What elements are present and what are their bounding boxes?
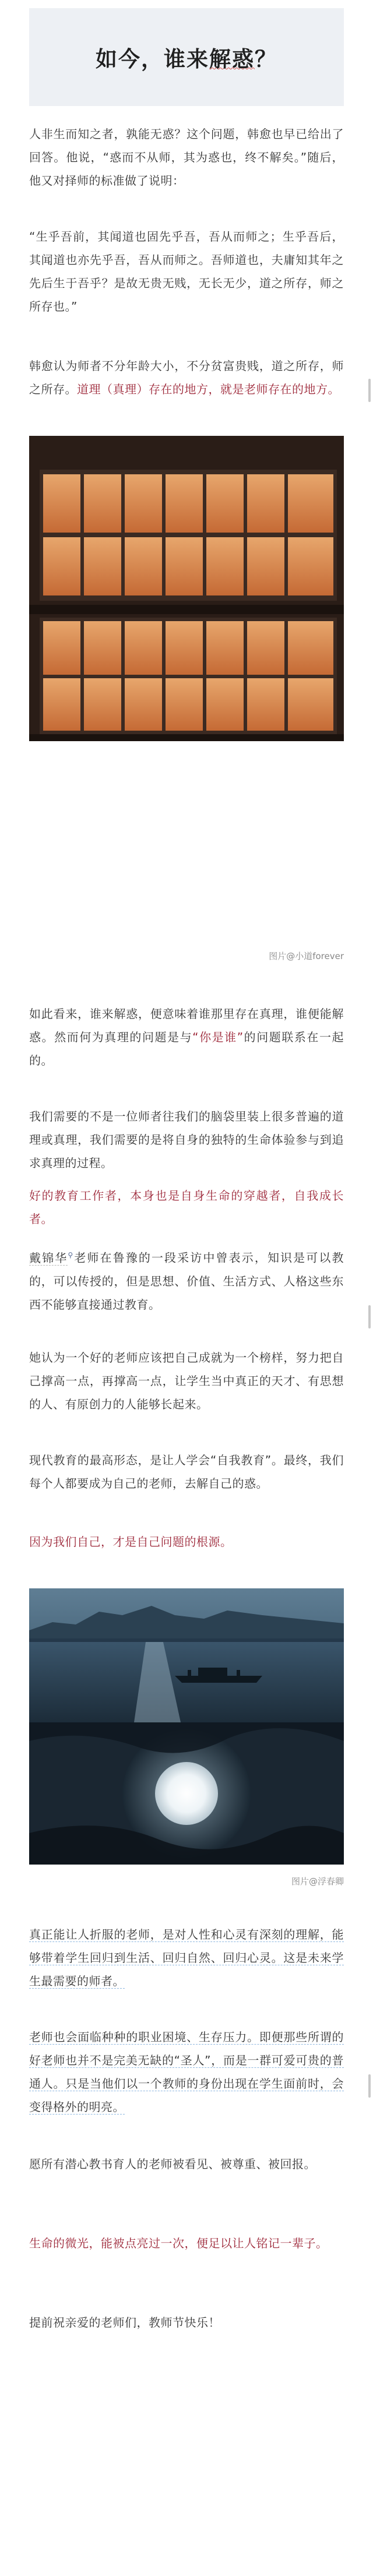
paragraph-13: [29, 2152, 344, 2176]
paragraph-text: 人非生而知之者，孰能无惑？这个问题，韩愈也早已给出了回答。他说，“惑而不从师，其为惑也，终不解矣。”随后，他又对择师的标准做了说明：: [29, 127, 344, 188]
side-marker: [368, 379, 371, 402]
paragraph-5: [29, 1105, 344, 1175]
paragraph-9: [29, 1449, 344, 1495]
paragraph-text: 我们需要的不是一位师者往我们的脑袋里装上很多普遍的道理或真理，我们需要的是将自身的独特的生命体验参与到追求真理的过程。: [29, 1109, 344, 1170]
side-marker: [368, 1305, 371, 1328]
paragraph-text-underlined: 老师也会面临种种的职业困境、生存压力。即便那些所谓的好老师也并不是完美无缺的“圣人”，而是一群可爱可贵的普通人。只是当他们以一个教师的身份出现在学生面前时，会变得格外的明亮。: [29, 2030, 344, 2114]
page-title: [96, 41, 277, 73]
paragraph-text-normal: 韩愈认为师者不分年龄大小，不分贫富贵贱，道之所存，师之所存。: [29, 359, 344, 396]
paragraph-2-quote: [29, 225, 344, 318]
title-text-after: ？: [255, 46, 277, 72]
paragraph-highlight: 道理（真理）存在的地方，就是老师存在的地方。: [77, 382, 340, 396]
paragraph-text: [29, 2025, 344, 2119]
paragraph-11: [29, 1923, 344, 1993]
paragraph-text: 愿所有潜心教书育人的老师被看见、被尊重、被回报。: [29, 2157, 316, 2171]
side-marker: [368, 2074, 371, 2098]
image-caption: 图片@小道forever: [269, 951, 344, 961]
paragraph-text-a: 如此看来，谁来解惑，便意味着谁那里存在真理，谁便能解惑。然而何为真理的问题是与: [29, 1007, 344, 1044]
paragraph-text: 好的教育工作者，本身也是自身生命的穿越者，自我成长者。: [29, 1189, 344, 1226]
paragraph-1: [29, 122, 344, 192]
paragraph-text: “生乎吾前，其闻道也固先乎吾，吾从而师之；生乎吾后，其闻道也亦先乎吾，吾从而师之。吾师道也，夫庸知其年之先后生于吾乎？是故无贵无贱，无长无少，道之所存，师之所存也。”: [29, 230, 344, 313]
title-text-before: 如今，谁来: [96, 46, 209, 72]
image-lake-moon: [29, 1588, 344, 1865]
image-caption: 图片@浮春卿: [291, 1876, 344, 1887]
paragraph-text-b: 的问题联系在一起的。: [29, 1030, 344, 1067]
paragraph-text: 现代教育的最高形态，是让人学会“自我教育”。最终，我们每个人都要成为自己的老师，去解自己的惑。: [29, 1453, 344, 1490]
paragraph-15: [29, 2311, 344, 2334]
person-link[interactable]: 戴锦华: [29, 1250, 68, 1265]
paragraph-text-underlined: 真正能让人折服的老师，是对人性和心灵有深刻的理解，能够带着学生回归到生活、回归自然、回归心灵。这是未来学生最需要的师者。: [29, 1927, 344, 1988]
image-windows-sunset: [29, 436, 344, 741]
paragraph-text: [29, 1243, 344, 1316]
paragraph-quote: “你是谁”: [192, 1030, 244, 1044]
paragraph-14: [29, 2232, 344, 2255]
paragraph-text: [29, 1923, 344, 1993]
search-icon[interactable]: ⚲: [68, 1251, 73, 1259]
paragraph-text-rest: 老师在鲁豫的一段采访中曾表示，知识是可以教的，可以传授的，但是思想、价值、生活方式、人格这些东西不能够直接通过教育。: [29, 1250, 344, 1312]
paragraph-text: [29, 354, 344, 401]
paragraph-4: [29, 1002, 344, 1072]
title-text-underlined: 解惑: [209, 46, 255, 72]
paragraph-7: [29, 1243, 344, 1316]
paragraph-12: [29, 2025, 344, 2119]
paragraph-3: [29, 354, 344, 401]
paragraph-8: [29, 1346, 344, 1416]
paragraph-text: 提前祝亲爱的老师们，教师节快乐！: [29, 2316, 220, 2330]
paragraph-text: 她认为一个好的老师应该把自己成就为一个榜样，努力把自己撑高一点，再撑高一点，让学生当中真正的天才、有思想的人、有原创力的人能够长起来。: [29, 1351, 344, 1411]
title-banner: [29, 8, 344, 106]
paragraph-text: 因为我们自己，才是自己问题的根源。: [29, 1535, 233, 1549]
paragraph-text: 生命的微光，能被点亮过一次，便足以让人铭记一辈子。: [29, 2236, 328, 2250]
paragraph-text: [29, 1002, 344, 1072]
paragraph-10: [29, 1530, 344, 1553]
paragraph-6: [29, 1184, 344, 1231]
